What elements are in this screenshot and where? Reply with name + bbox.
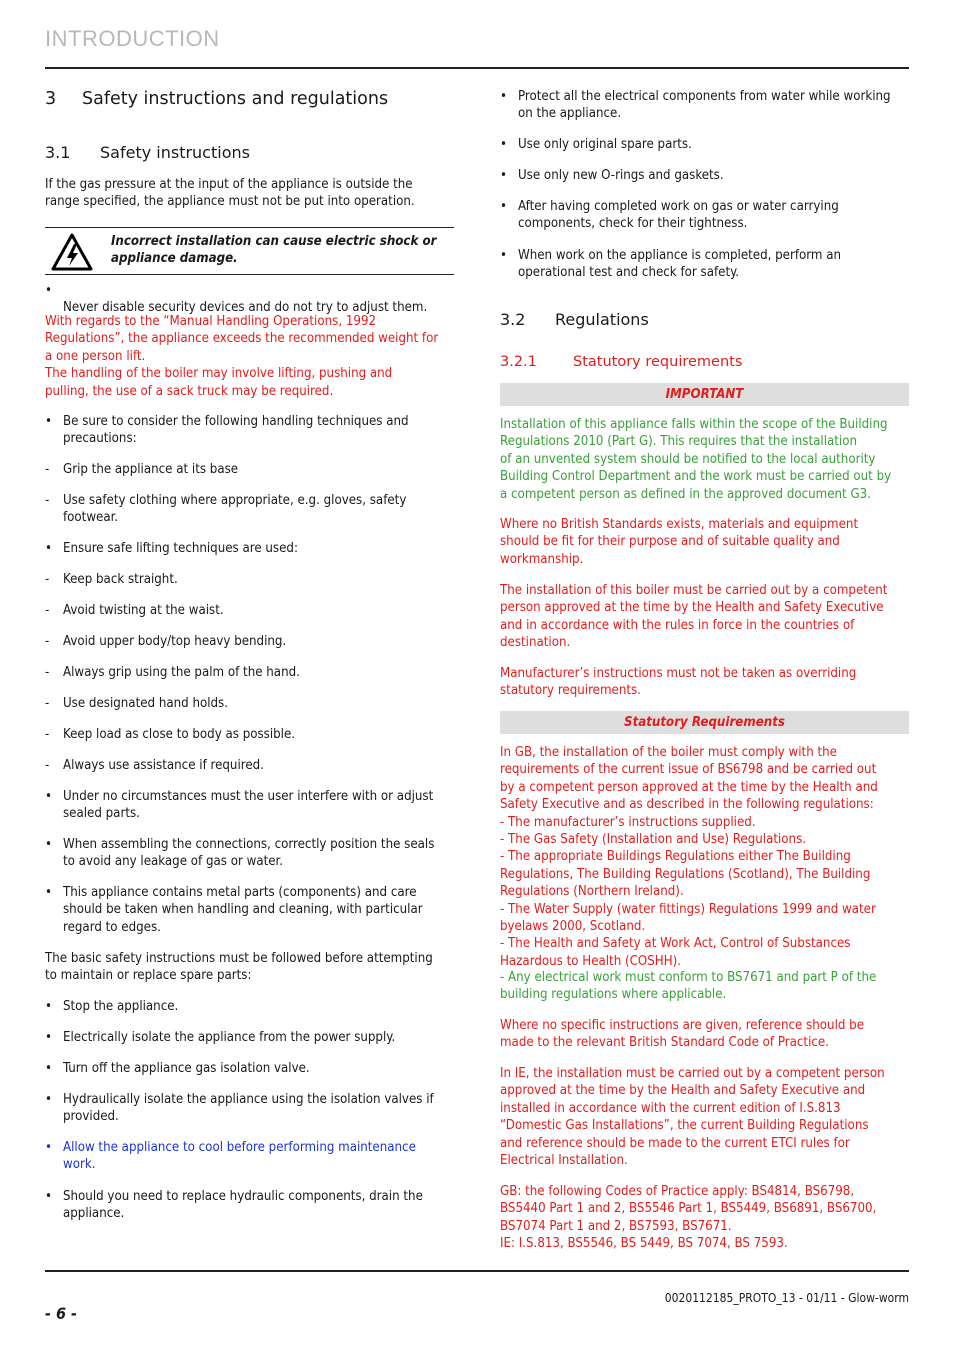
list-item-text: Electrically isolate the appliance from the power supply. bbox=[63, 1030, 396, 1045]
specific-instructions-paragraph: Where no specific instructions are given, reference should be made to the relevant British Standard Code of Practice. bbox=[500, 1018, 865, 1051]
list-item-text: Hydraulically isolate the appliance using the isolation valves if provided. bbox=[63, 1092, 434, 1125]
bullet-mark: • bbox=[45, 1061, 52, 1076]
dash-mark: - bbox=[45, 758, 50, 773]
list-item bbox=[45, 492, 406, 527]
list-item-text: Always grip using the palm of the hand. bbox=[63, 665, 300, 680]
bullet-mark: • bbox=[45, 885, 52, 900]
list-item bbox=[45, 726, 295, 743]
list-item-text: When assembling the connections, correctly position the seals to avoid any leakage of gas or water. bbox=[63, 837, 435, 870]
important-bar: IMPORTANT bbox=[500, 383, 909, 406]
section-3-1-heading bbox=[45, 143, 250, 163]
list-item bbox=[45, 757, 264, 774]
list-item bbox=[45, 998, 178, 1015]
section-3-2-title: Regulations bbox=[555, 310, 649, 329]
list-item bbox=[45, 1091, 434, 1126]
list-item-text: This appliance contains metal parts (components) and care should be taken when handling and cleaning, with particular regard to edges. bbox=[63, 885, 423, 935]
bullet-mark: • bbox=[45, 541, 52, 556]
dash-mark: - bbox=[45, 634, 50, 649]
list-item bbox=[45, 788, 433, 823]
bullet-mark: • bbox=[500, 168, 507, 183]
list-item bbox=[45, 1029, 395, 1046]
dash-mark: - bbox=[45, 493, 50, 508]
page-header-title: INTRODUCTION bbox=[45, 26, 220, 51]
list-item-text: Protect all the electrical components from water while working on the appliance. bbox=[518, 89, 891, 122]
list-item-text: Avoid upper body/top heavy bending. bbox=[63, 634, 287, 649]
bullet-mark: • bbox=[500, 137, 507, 152]
dash-mark: - bbox=[45, 603, 50, 618]
bullet-mark: • bbox=[500, 248, 507, 263]
list-item-text: Avoid twisting at the waist. bbox=[63, 603, 224, 618]
electric-hazard-icon bbox=[51, 233, 93, 271]
list-item bbox=[45, 413, 409, 448]
bullet-text: Never disable security devices and do not try to adjust them. bbox=[63, 300, 428, 316]
list-item bbox=[500, 88, 891, 123]
section-3-number: 3 bbox=[45, 89, 57, 109]
gas-pressure-paragraph: If the gas pressure at the input of the appliance is outside the range specified, the appliance must not be put into operation. bbox=[45, 177, 415, 210]
section-3-1-number: 3.1 bbox=[45, 143, 71, 162]
manufacturer-instructions-paragraph: Manufacturer’s instructions must not be taken as overriding statutory requirements. bbox=[500, 666, 857, 699]
bullet-mark: • bbox=[45, 1140, 52, 1155]
bullet-mark: • bbox=[500, 89, 507, 104]
footer-rule bbox=[45, 1270, 909, 1272]
list-item-text: Stop the appliance. bbox=[63, 999, 179, 1014]
list-item-text: Keep load as close to body as possible. bbox=[63, 727, 296, 742]
list-item bbox=[500, 198, 839, 233]
list-item-text: When work on the appliance is completed, perform an operational test and check for safety. bbox=[518, 248, 842, 281]
dash-mark: - bbox=[45, 665, 50, 680]
list-item bbox=[45, 695, 228, 712]
list-item-text: Use safety clothing where appropriate, e.g. gloves, safety footwear. bbox=[63, 493, 407, 526]
basic-safety-intro: The basic safety instructions must be followed before attempting to maintain or replace spare parts: bbox=[45, 951, 433, 984]
british-standards-paragraph: Where no British Standards exists, materials and equipment should be fit for their purpose and of suitable quality and workmanship. bbox=[500, 517, 859, 567]
list-item bbox=[45, 461, 238, 478]
bullet-mark: • bbox=[45, 789, 52, 804]
list-item bbox=[45, 1139, 416, 1174]
section-3-2-1-title: Statutory requirements bbox=[573, 354, 743, 370]
bullet-mark: • bbox=[45, 414, 52, 429]
list-item bbox=[45, 633, 286, 650]
list-item bbox=[45, 602, 224, 619]
manual-handling-paragraph: With regards to the “Manual Handling Operations, 1992 Regulations”, the appliance exceeds the recommended weight for a one person lift. The handling of the boiler may involve lifting, pushing and pulling, the use of a sack truck may be required. bbox=[45, 314, 439, 399]
dash-mark: - bbox=[45, 696, 50, 711]
list-item bbox=[45, 664, 300, 681]
list-item-text: Use only original spare parts. bbox=[518, 137, 692, 152]
list-item-text: Keep back straight. bbox=[63, 572, 178, 587]
bullet-mark: • bbox=[500, 199, 507, 214]
building-regulations-paragraph: Installation of this appliance falls within the scope of the Building Regulations 2010 (Part G). This requires that the installation of an unvented system should be notified to the local authority Building Control Department and the work must be carried out by a competent person as defined in the approved document G3. bbox=[500, 417, 892, 502]
list-item-text: Be sure to consider the following handling techniques and precautions: bbox=[63, 414, 409, 447]
list-item-text: Allow the appliance to cool before performing maintenance work. bbox=[63, 1140, 416, 1173]
bullet-never-disable bbox=[45, 282, 427, 317]
bullet-mark: • bbox=[45, 999, 52, 1014]
bullet-mark: • bbox=[45, 1030, 52, 1045]
ie-installation-paragraph: In IE, the installation must be carried out by a competent person approved at the time by the Health and Safety Executive and installed in accordance with the current edition of I.S.813 “Domestic Gas Installations”, the current Building Regulations and reference should be made to the current ETCI rules for Electrical Installation. bbox=[500, 1066, 885, 1169]
list-item-text: Use only new O-rings and gaskets. bbox=[518, 168, 724, 183]
section-3-2-1-number: 3.2.1 bbox=[500, 354, 537, 370]
list-item-text: Always use assistance if required. bbox=[63, 758, 264, 773]
list-item-text: Under no circumstances must the user interfere with or adjust sealed parts. bbox=[63, 789, 434, 822]
electrical-work-paragraph: - Any electrical work must conform to BS7671 and part P of the building regulations where applicable. bbox=[500, 970, 877, 1003]
codes-of-practice-paragraph: GB: the following Codes of Practice apply: BS4814, BS6798, BS5440 Part 1 and 2, BS5546 Part 1, BS5449, BS6891, BS6700, BS7074 Part 1 and 2, BS7593, BS7671. IE: I.S.813, BS5546, BS 5449, BS 7074, BS 7593. bbox=[500, 1184, 877, 1252]
list-item-text: Should you need to replace hydraulic components, drain the appliance. bbox=[63, 1189, 423, 1222]
bullet-mark: • bbox=[45, 1092, 52, 1107]
section-3-1-title: Safety instructions bbox=[100, 143, 250, 162]
dash-mark: - bbox=[45, 462, 50, 477]
gb-regulations-paragraph: In GB, the installation of the boiler must comply with the requirements of the current issue of BS6798 and be carried out by a competent person approved at the time by the Health and Safety Executive and as described in the following regulations: - The manufacturer’s instructions supplied. - The Gas Safety (Installation and Use) Regulations. - The appropriate Buildings Regulations either The Building Regulations, The Building Regulations (Scotland), The Building Regulations (Northern Ireland). - The Water Supply (water fittings) Regulations 1999 and water byelaws 2000, Scotland. - The Health and Safety at Work Act, Control of Substances Hazardous to Health (COSHH). bbox=[500, 745, 878, 969]
header-rule bbox=[45, 67, 909, 69]
list-item bbox=[45, 1188, 423, 1223]
list-item bbox=[45, 571, 178, 588]
list-item bbox=[45, 836, 434, 871]
warning-text: Incorrect installation can cause electric shock or appliance damage. bbox=[111, 234, 437, 267]
list-item bbox=[45, 884, 423, 936]
warning-box bbox=[45, 227, 454, 275]
competent-installation-paragraph: The installation of this boiler must be carried out by a competent person approved at the time by the Health and Safety Executive and in accordance with the rules in force in the countries of destination. bbox=[500, 583, 888, 651]
section-3-2-heading bbox=[500, 310, 649, 330]
list-item-text: Turn off the appliance gas isolation valve. bbox=[63, 1061, 310, 1076]
list-item-text: Ensure safe lifting techniques are used: bbox=[63, 541, 298, 556]
list-item bbox=[45, 1060, 310, 1077]
document-code: 0020112185_PROTO_13 - 01/11 - Glow-worm bbox=[664, 1291, 909, 1305]
dash-mark: - bbox=[45, 572, 50, 587]
page-number: - 6 - bbox=[45, 1304, 77, 1323]
section-3-2-1-heading bbox=[500, 353, 742, 371]
list-item-text: Use designated hand holds. bbox=[63, 696, 228, 711]
bullet-mark: • bbox=[45, 283, 52, 298]
list-item-text: After having completed work on gas or water carrying components, check for their tightness. bbox=[518, 199, 839, 232]
list-item-text: Grip the appliance at its base bbox=[63, 462, 239, 477]
list-item bbox=[45, 540, 298, 557]
section-3-2-number: 3.2 bbox=[500, 310, 526, 329]
bullet-mark: • bbox=[45, 837, 52, 852]
bullet-mark: • bbox=[45, 1189, 52, 1204]
statutory-requirements-bar: Statutory Requirements bbox=[500, 711, 909, 734]
section-3-title: Safety instructions and regulations bbox=[82, 89, 389, 109]
section-3-heading bbox=[45, 88, 388, 110]
list-item bbox=[500, 136, 692, 153]
list-item bbox=[500, 247, 841, 282]
list-item bbox=[500, 167, 724, 184]
dash-mark: - bbox=[45, 727, 50, 742]
